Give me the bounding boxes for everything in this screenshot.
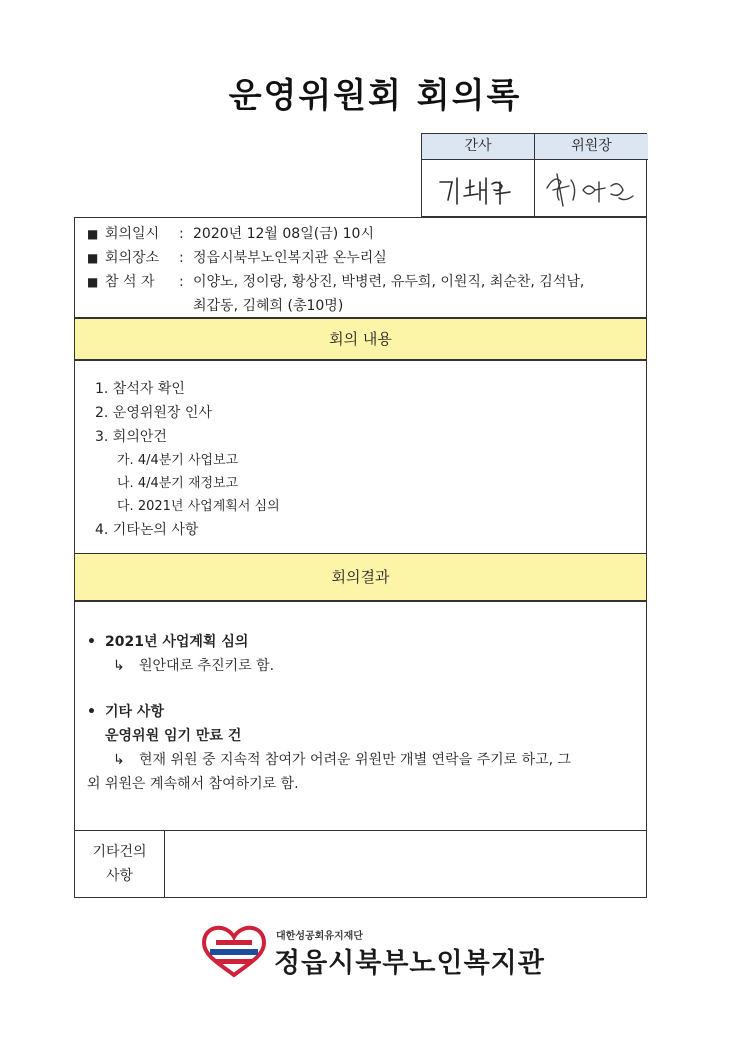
document-title: 운영위원회 회의록 — [228, 76, 522, 116]
result-item-subtitle: 운영위원 임기 만료 건 — [105, 728, 242, 744]
bullet-square: ■ — [87, 251, 99, 265]
approval-header-secretary: 간사 — [422, 134, 535, 160]
section-header-content: 회의 내용 — [74, 318, 647, 360]
other-suggestions-value — [165, 831, 646, 897]
meeting-info — [74, 217, 647, 318]
secretary-signature — [422, 160, 535, 218]
info-value: 2020년 12월 08일(금) 10시 — [193, 226, 374, 242]
organization-logo — [196, 921, 556, 983]
label-line: 기타건의 — [92, 844, 147, 860]
info-colon: : — [179, 274, 184, 290]
info-row-attendees-cont — [87, 294, 646, 318]
result-text: 현재 위원 중 지속적 참여가 어려운 위원만 개별 연락을 주기로 하고, 그 — [139, 752, 572, 768]
info-label: 회의일시 — [105, 226, 160, 242]
agenda-item: 1. 참석자 확인 — [95, 381, 185, 397]
info-label: 참 석 자 — [105, 274, 155, 290]
result-title-text: 2021년 사업계획 심의 — [105, 634, 249, 650]
info-value: 최갑동, 김혜희 (총10명) — [193, 298, 344, 314]
arrow-icon: ↳ — [113, 658, 125, 674]
bullet-dot: • — [87, 704, 96, 720]
approval-table — [421, 133, 647, 217]
result-title-text: 기타 사항 — [105, 704, 164, 720]
info-row-attendees — [87, 270, 646, 294]
info-colon: : — [179, 226, 184, 242]
bullet-dot: • — [87, 634, 96, 650]
org-name: 정읍시북부노인복지관 — [274, 948, 545, 979]
result-item-text — [87, 748, 632, 772]
bullet-square: ■ — [87, 227, 99, 241]
meeting-content — [74, 360, 647, 554]
info-row-date — [87, 222, 646, 246]
result-text: 원안대로 추진키로 함. — [139, 658, 275, 674]
logo-emblem-icon — [196, 921, 272, 983]
meeting-result — [74, 601, 647, 831]
result-item-title — [87, 700, 632, 724]
label-line: 사항 — [105, 868, 134, 884]
agenda-subitem: 나. 4/4분기 재정보고 — [117, 476, 239, 491]
info-row-place — [87, 246, 646, 270]
info-value: 정읍시북부노인복지관 온누리실 — [193, 250, 387, 266]
other-suggestions — [74, 830, 647, 898]
info-label: 회의장소 — [105, 250, 160, 266]
agenda-item: 3. 회의안건 — [95, 429, 167, 445]
agenda-subitem: 다. 2021년 사업계획서 심의 — [117, 499, 280, 514]
other-suggestions-label — [75, 831, 165, 897]
result-item-text — [87, 654, 632, 678]
info-colon: : — [179, 250, 184, 266]
info-value: 이양노, 정이랑, 황상진, 박병련, 유두희, 이원직, 최순찬, 김석남, — [193, 274, 585, 290]
agenda-item: 2. 운영위원장 인사 — [95, 405, 212, 421]
bullet-square: ■ — [87, 275, 99, 289]
agenda-item: 4. 기타논의 사항 — [95, 522, 199, 538]
chair-signature — [535, 160, 648, 218]
arrow-icon: ↳ — [113, 752, 125, 768]
result-item-title — [87, 630, 632, 654]
approval-header-chair: 위원장 — [535, 134, 648, 160]
agenda-subitem: 가. 4/4분기 사업보고 — [117, 453, 239, 468]
org-foundation-name: 대한성공회유지재단 — [276, 931, 363, 942]
section-header-result: 회의결과 — [74, 553, 647, 601]
result-item-text-cont: 외 위원은 계속해서 참여하기로 함. — [87, 776, 299, 792]
